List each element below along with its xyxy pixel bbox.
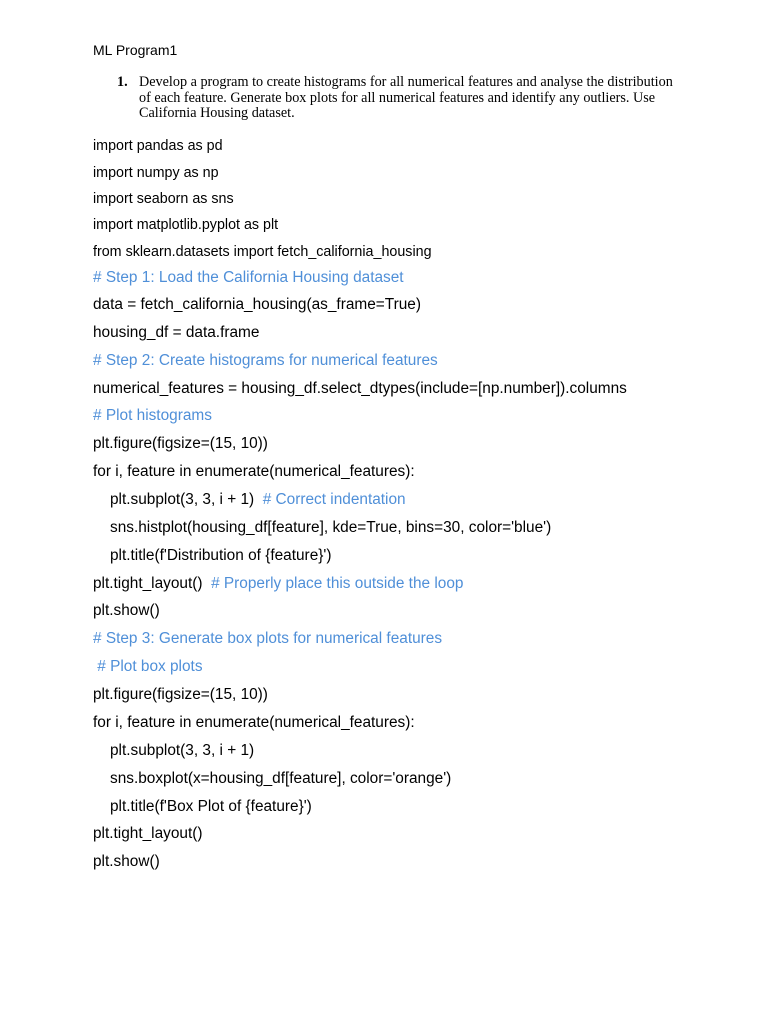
code-line: plt.tight_layout(): [93, 825, 203, 842]
code-line: for i, feature in enumerate(numerical_features):: [93, 714, 415, 731]
inline-comment: # Properly place this outside the loop: [211, 575, 464, 592]
code-line: for i, feature in enumerate(numerical_features):: [93, 463, 415, 480]
code-line: plt.figure(figsize=(15, 10)): [93, 686, 268, 703]
code-line: plt.title(f'Box Plot of {feature}'): [110, 798, 312, 815]
code-line: import numpy as np: [93, 165, 219, 181]
comment-line: # Plot histograms: [93, 407, 212, 424]
code-line: plt.title(f'Distribution of {feature}'): [110, 547, 332, 564]
code-line: sns.histplot(housing_df[feature], kde=True, bins=30, color='blue'): [110, 519, 552, 536]
document-header: ML Program1: [93, 42, 178, 58]
code-line: import pandas as pd: [93, 138, 223, 154]
comment-line: # Step 1: Load the California Housing dataset: [93, 269, 404, 286]
task-text: Develop a program to create histograms for all numerical features and analyse the distribution of each feature. Generate box plots for all numerical features and identify any outliers. Use California Housing dataset.: [139, 74, 673, 121]
task-number: 1.: [117, 74, 128, 90]
code-line: import seaborn as sns: [93, 191, 234, 207]
code-line: [110, 490, 406, 510]
code-line: from sklearn.datasets import fetch_california_housing: [93, 244, 432, 260]
task-description: [117, 75, 687, 122]
code-line: plt.subplot(3, 3, i + 1): [110, 742, 255, 759]
inline-comment: # Correct indentation: [262, 491, 406, 508]
code-line: plt.show(): [93, 853, 160, 870]
code-text: plt.subplot(3, 3, i + 1): [110, 491, 263, 508]
comment-line: # Plot box plots: [93, 658, 203, 675]
code-text: plt.tight_layout(): [93, 575, 212, 592]
code-line: housing_df = data.frame: [93, 324, 260, 341]
code-line: sns.boxplot(x=housing_df[feature], color='orange'): [110, 770, 452, 787]
code-line: data = fetch_california_housing(as_frame=True): [93, 296, 421, 313]
code-line: numerical_features = housing_df.select_dtypes(include=[np.number]).columns: [93, 380, 627, 397]
code-line: import matplotlib.pyplot as plt: [93, 217, 279, 233]
comment-line: # Step 3: Generate box plots for numerical features: [93, 630, 443, 647]
code-line: [93, 574, 463, 594]
comment-line: # Step 2: Create histograms for numerical features: [93, 352, 438, 369]
code-line: plt.figure(figsize=(15, 10)): [93, 435, 268, 452]
code-line: plt.show(): [93, 602, 160, 619]
